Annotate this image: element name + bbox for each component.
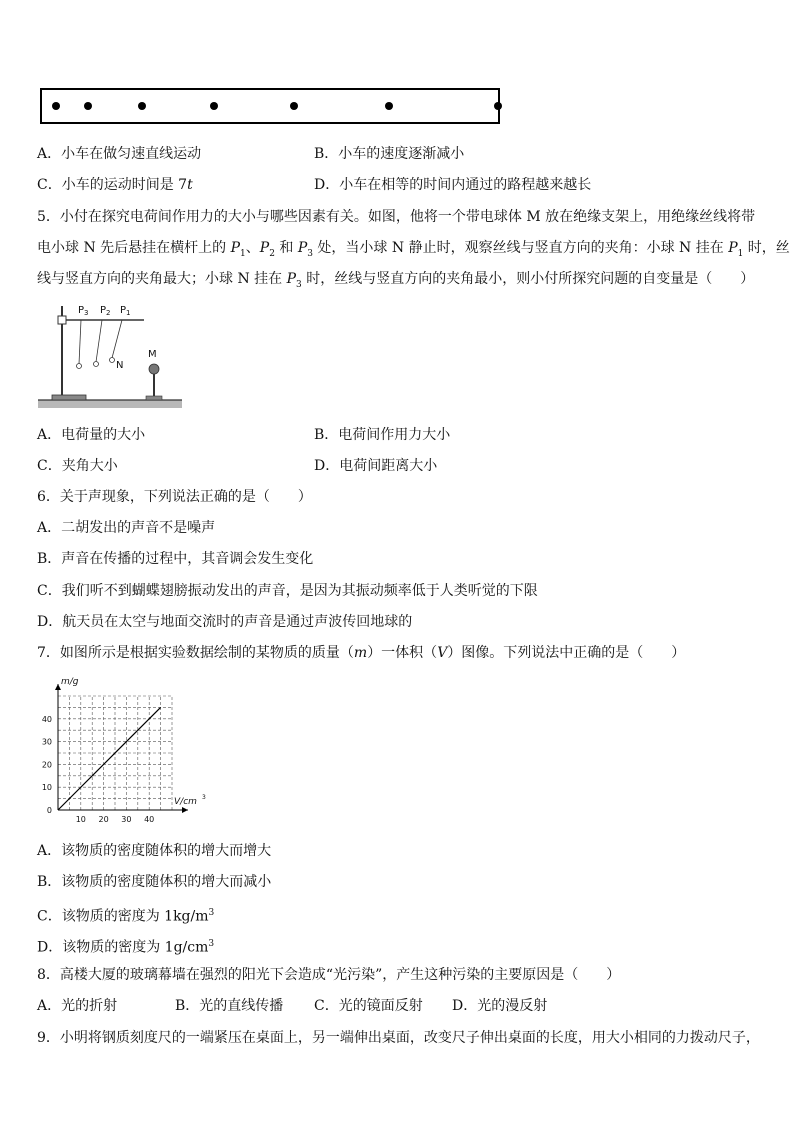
x-axis-label: V/cm (174, 797, 197, 807)
tape-dot (385, 102, 393, 110)
tape-dot (494, 102, 502, 110)
y-tick-label: 40 (41, 714, 52, 724)
q4-option-d: D．小车在相等的时间内通过的路程越来越长 (314, 177, 592, 193)
x-tick-label: 10 (75, 815, 86, 824)
svg-text:M: M (148, 349, 157, 360)
x-axis-arrow (182, 807, 188, 813)
q6-stem: 6．关于声现象，下列说法正确的是（ ） (37, 489, 312, 505)
tape-dot (210, 102, 218, 110)
y-tick-label: 20 (41, 760, 52, 770)
tape-dot (84, 102, 92, 110)
q7-option-a: A．该物质的密度随体积的增大而增大 (37, 843, 272, 859)
sphere-m (149, 364, 159, 374)
q4-option-c: C．小车的运动时间是 7t (37, 177, 193, 193)
q5-option-d: D．电荷间距离大小 (314, 458, 438, 474)
y-axis-label: m/g (61, 677, 79, 687)
q6-option-b: B．声音在传播的过程中，其音调会发生变化 (37, 551, 314, 567)
q4-option-a: A．小车在做匀速直线运动 (37, 146, 202, 162)
q7-option-b: B．该物质的密度随体积的增大而减小 (37, 874, 272, 890)
x-tick-label: 30 (121, 815, 132, 824)
thread-p1 (112, 320, 122, 358)
ball-n (110, 358, 115, 363)
q6-option-c: C．我们听不到蝴蝶翅膀振动发出的声音，是因为其振动频率低于人类听觉的下限 (37, 583, 538, 599)
q5-option-b: B．电荷间作用力大小 (314, 427, 451, 443)
q6-option-d: D．航天员在太空与地面交流时的声音是通过声波传回地球的 (37, 614, 413, 630)
svg-text:N: N (116, 360, 124, 371)
x-axis-label-superscript: 3 (202, 794, 206, 801)
q7-option-c: C．该物质的密度为 $1kg/m^3$ (37, 908, 215, 925)
y-tick-label: 10 (41, 783, 52, 793)
svg-text:P1: $P_1$ (120, 305, 131, 317)
svg-text:P3: $P_3$ (78, 305, 89, 317)
q5-stem-line3: 线与竖直方向的夹角最大；小球 N 挂在 $P_3$ 时，丝线与竖直方向的夹角最小，则小付所探究问题的自变量是（ ） (37, 271, 755, 290)
q5-option-c: C．夹角大小 (37, 458, 118, 474)
y-tick-label: 0 (46, 806, 52, 815)
q5-stem-line2: 电小球 N 先后悬挂在横杆上的 $P_1$、$P_2$ 和 $P_3$ 处，当小球 N 静止时，观察丝线与竖直方向的夹角：小球 N 挂在 $P_1$ 时，丝 (37, 240, 790, 259)
thread-p3 (79, 320, 81, 364)
q6-option-a: A．二胡发出的声音不是噪声 (37, 520, 216, 536)
x-tick-label: 40 (144, 815, 155, 824)
charge-apparatus-figure (36, 296, 186, 412)
tape-dot (52, 102, 60, 110)
q4-option-b: B．小车的速度逐渐减小 (314, 146, 465, 162)
mass-volume-chart (36, 676, 216, 828)
tape-dot (138, 102, 146, 110)
q7-stem: 7．如图所示是根据实验数据绘制的某物质的质量（m）一体积（V）图像。下列说法中正确的是（ ） (37, 645, 686, 661)
q8-stem: 8．高楼大厦的玻璃幕墙在强烈的阳光下会造成“光污染”，产生这种污染的主要原因是（ ） (37, 967, 621, 983)
data-line (58, 707, 161, 810)
q7-option-d: D．该物质的密度为 $1g/cm^3$ (37, 939, 215, 956)
q5-option-a: A．电荷量的大小 (37, 427, 146, 443)
stand-base (52, 395, 86, 400)
q8-option-b: B．光的直线传播 (175, 998, 284, 1014)
q8-option-c: C．光的镜面反射 (314, 998, 423, 1014)
q8-option-d: D．光的漫反射 (452, 998, 548, 1014)
thread-p2 (96, 320, 102, 362)
ground-surface (38, 400, 182, 408)
ticker-tape-figure (40, 88, 500, 124)
q8-option-a: A．光的折射 (37, 998, 118, 1014)
tape-dot (290, 102, 298, 110)
q9-stem: 9．小明将钢质刻度尺的一端紧压在桌面上，另一端伸出桌面，改变尺子伸出桌面的长度，用大小相同的力拨动尺子， (37, 1030, 760, 1046)
q5-stem-line1: 5．小付在探究电荷间作用力的大小与哪些因素有关。如图，他将一个带电球体 M 放在绝缘支架上，用绝缘丝线将带 (37, 209, 756, 225)
x-tick-label: 20 (98, 815, 109, 824)
svg-text:P2: $P_2$ (100, 305, 111, 317)
y-tick-label: 30 (41, 737, 52, 747)
